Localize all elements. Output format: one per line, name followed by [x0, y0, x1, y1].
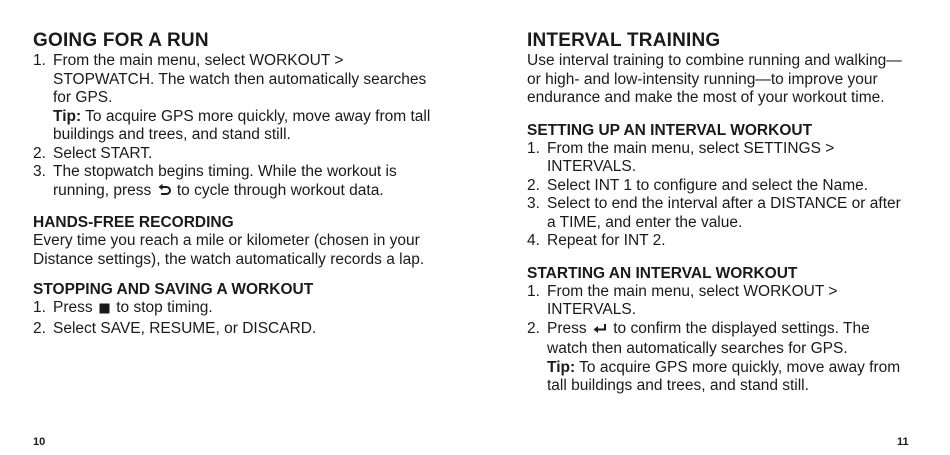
intro-text: Use interval training to combine running and walking—or high- and low-intensity running—to improve your endurance and make the most of your workout time.: [527, 52, 902, 106]
left-page: [33, 0, 433, 455]
step-number: 3.: [33, 163, 46, 180]
right-page: [527, 0, 912, 455]
step-number: 1.: [33, 52, 46, 69]
step-text: Select SAVE, RESUME, or DISCARD.: [53, 319, 317, 337]
step-text: From the main menu, select SETTINGS > INTERVALS.: [547, 139, 835, 175]
back-arrow-icon: [158, 183, 171, 203]
step-number: 1.: [33, 299, 46, 316]
list-item: [527, 283, 912, 320]
stopping-steps-list: [33, 299, 433, 338]
list-item: [527, 320, 912, 396]
list-item: [527, 140, 912, 177]
page-number-right: 11: [897, 436, 909, 448]
step-text: Select START.: [53, 144, 153, 162]
stop-square-icon: [99, 301, 110, 320]
step-text-before: Press: [53, 299, 93, 316]
page-title: GOING FOR A RUN: [33, 30, 209, 51]
step-text: From the main menu, select WORKOUT > STOPWATCH. The watch then automatically searches for GPS.: [53, 52, 427, 106]
list-item: [33, 52, 433, 145]
step-text: Select to end the interval after a DISTANCE or after a TIME, and enter the value.: [547, 195, 901, 231]
list-item: [527, 232, 912, 251]
section-heading-hands-free: HANDS-FREE RECORDING: [33, 214, 234, 231]
step-text-before: The stopwatch begins timing. While the workout is running, press: [53, 163, 397, 199]
list-item: [527, 177, 912, 196]
step-number: 2.: [33, 144, 46, 162]
step-number: 4.: [527, 232, 540, 249]
step-number: 2.: [527, 176, 540, 194]
tip-label: Tip:: [53, 107, 82, 125]
step-text: From the main menu, select WORKOUT > INTERVALS.: [547, 282, 838, 318]
list-item: [527, 195, 912, 232]
list-item: [33, 320, 433, 339]
step-number: 2.: [33, 319, 46, 337]
step-number: 1.: [527, 139, 540, 157]
step-text-after: to confirm the displayed settings. The watch then automatically searches for GPS.: [547, 319, 870, 357]
hands-free-text: Every time you reach a mile or kilometer (chosen in your Distance settings), the watch automatically records a lap.: [33, 232, 425, 268]
step-number: 3.: [527, 195, 540, 212]
step-text-after: to cycle through workout data.: [176, 181, 384, 199]
page-title: INTERVAL TRAINING: [527, 30, 721, 51]
step-text-before: Press: [547, 319, 587, 337]
setting-up-steps-list: [527, 140, 912, 251]
section-heading-setting-up: SETTING UP AN INTERVAL WORKOUT: [527, 121, 813, 139]
step-number: 2.: [527, 319, 540, 337]
step-text: Select INT 1 to configure and select the Name.: [547, 176, 869, 194]
step-number: 1.: [527, 282, 540, 300]
step-text-after: to stop timing.: [116, 299, 213, 316]
tip-text: To acquire GPS more quickly, move away from tall buildings and trees, and stand still.: [547, 358, 901, 394]
page-number-left: 10: [33, 436, 46, 448]
list-item: [33, 145, 433, 164]
run-steps-list: [33, 52, 433, 202]
step-text: Repeat for INT 2.: [547, 232, 666, 249]
tip-label: Tip:: [547, 358, 576, 376]
list-item: [33, 299, 433, 320]
enter-arrow-icon: [593, 322, 607, 341]
section-heading-starting: STARTING AN INTERVAL WORKOUT: [527, 264, 798, 282]
tip-text: To acquire GPS more quickly, move away from tall buildings and trees, and stand still.: [53, 107, 431, 143]
list-item: [33, 163, 433, 202]
starting-steps-list: [527, 283, 912, 396]
section-heading-stopping: STOPPING AND SAVING A WORKOUT: [33, 281, 314, 298]
